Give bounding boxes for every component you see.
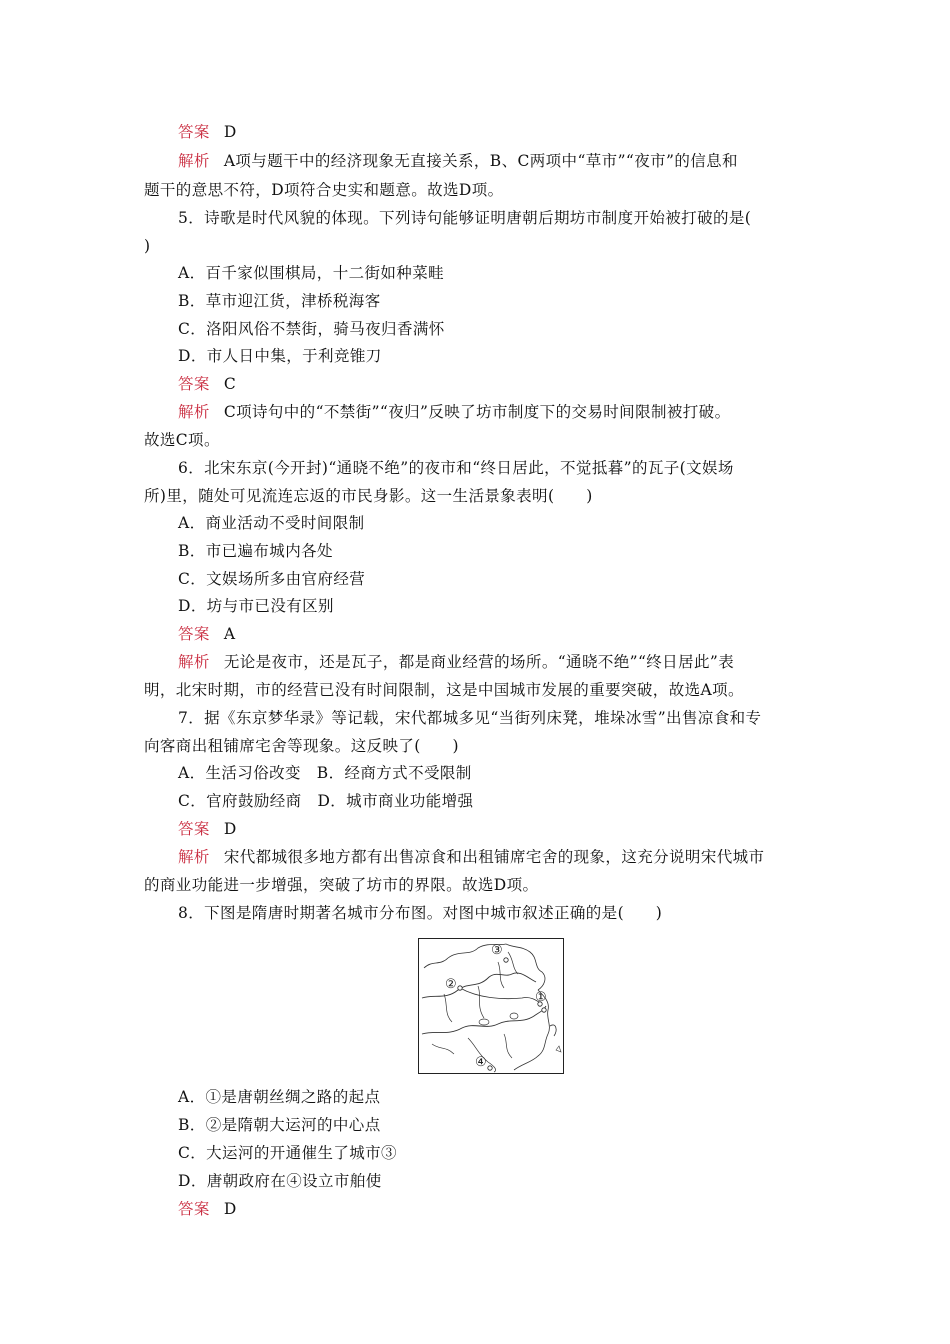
answer-value: A xyxy=(223,625,236,643)
analysis-line-q7 xyxy=(178,847,764,867)
analysis-text: 无论是夜市，还是瓦子，都是商业经营的场所。“通晓不绝”“终日居此”表 xyxy=(223,653,735,671)
question-6-stem: 6．北宋东京(今开封)“通晓不绝”的夜市和“终日居此，不觉抵暮”的瓦子(文娱场 xyxy=(178,459,734,477)
analysis-line-q5 xyxy=(178,402,730,422)
q6-option-a: A．商业活动不受时间限制 xyxy=(178,514,365,532)
map-label-4: ④ xyxy=(475,1055,487,1070)
question-7-stem-cont: 向客商出租铺席宅舍等现象。这反映了( ) xyxy=(144,737,459,755)
answer-label: 答案 xyxy=(178,625,210,643)
answer-label: 答案 xyxy=(178,123,210,141)
answer-label: 答案 xyxy=(178,820,210,838)
q8-option-a: A．①是唐朝丝绸之路的起点 xyxy=(178,1088,381,1106)
answer-line-q8 xyxy=(178,1199,237,1219)
analysis-label: 解析 xyxy=(178,403,210,421)
answer-line-q5 xyxy=(178,374,236,394)
analysis-text: C项诗句中的“不禁街”“夜归”反映了坊市制度下的交易时间限制被打破。 xyxy=(223,403,731,421)
q8-option-b: B．②是隋朝大运河的中心点 xyxy=(178,1116,381,1134)
sui-tang-city-map xyxy=(418,938,564,1074)
analysis-text: 宋代都城很多地方都有出售凉食和出租铺席宅舍的现象，这充分说明宋代城市 xyxy=(223,848,765,866)
q5-option-a: A．百千家似围棋局，十二街如种菜畦 xyxy=(178,264,444,282)
q7-options-ab: A．生活习俗改变 B．经商方式不受限制 xyxy=(178,764,472,782)
q5-option-d: D．市人日中集，于利竞锥刀 xyxy=(178,347,382,365)
question-5-paren: ) xyxy=(144,237,151,255)
q7-options-cd: C．官府鼓励经商 D．城市商业功能增强 xyxy=(178,792,474,810)
answer-label: 答案 xyxy=(178,375,210,393)
analysis-line-q6-cont: 明，北宋时期，市的经营已没有时间限制，这是中国城市发展的重要突破，故选A项。 xyxy=(144,681,744,699)
analysis-label: 解析 xyxy=(178,653,210,671)
answer-value: D xyxy=(223,123,237,141)
q6-option-b: B．市已遍布城内各处 xyxy=(178,542,333,560)
analysis-line-q5-cont: 故选C项。 xyxy=(144,431,220,449)
map-label-3: ③ xyxy=(491,943,503,958)
analysis-label: 解析 xyxy=(178,848,210,866)
question-5-stem: 5．诗歌是时代风貌的体现。下列诗句能够证明唐朝后期坊市制度开始被打破的是( xyxy=(178,209,752,227)
answer-label: 答案 xyxy=(178,1200,210,1218)
question-8-stem: 8．下图是隋唐时期著名城市分布图。对图中城市叙述正确的是( ) xyxy=(178,904,663,922)
analysis-line-q6 xyxy=(178,652,734,672)
answer-line-q6 xyxy=(178,624,235,644)
analysis-line-q4 xyxy=(178,151,738,171)
question-7-stem: 7．据《东京梦华录》等记载，宋代都城多见“当街列床凳，堆垛冰雪”出售凉食和专 xyxy=(178,709,762,727)
answer-value: D xyxy=(223,1200,237,1218)
answer-value: D xyxy=(223,820,237,838)
analysis-line-q4-cont: 题干的意思不符，D项符合史实和题意。故选D项。 xyxy=(144,181,504,199)
q8-option-d: D．唐朝政府在④设立市舶使 xyxy=(178,1172,382,1190)
answer-line-q7 xyxy=(178,819,237,839)
analysis-text: A项与题干中的经济现象无直接关系，B、C两项中“草市”“夜市”的信息和 xyxy=(223,152,738,170)
q5-option-b: B．草市迎江货，津桥税海客 xyxy=(178,292,381,310)
map-label-1: ① xyxy=(535,990,547,1005)
q6-option-c: C．文娱场所多由官府经营 xyxy=(178,570,366,588)
question-6-stem-cont: 所)里，随处可见流连忘返的市民身影。这一生活景象表明( ) xyxy=(144,487,593,505)
q6-option-d: D．坊与市已没有区别 xyxy=(178,597,334,615)
answer-line-q4 xyxy=(178,122,237,142)
answer-value: C xyxy=(223,375,237,393)
analysis-line-q7-cont: 的商业功能进一步增强，突破了坊市的界限。故选D项。 xyxy=(144,876,539,894)
map-drawing xyxy=(418,938,564,1074)
q8-option-c: C．大运河的开通催生了城市③ xyxy=(178,1144,397,1162)
q5-option-c: C．洛阳风俗不禁街，骑马夜归香满怀 xyxy=(178,320,445,338)
map-label-2: ② xyxy=(445,977,457,992)
analysis-label: 解析 xyxy=(178,152,210,170)
